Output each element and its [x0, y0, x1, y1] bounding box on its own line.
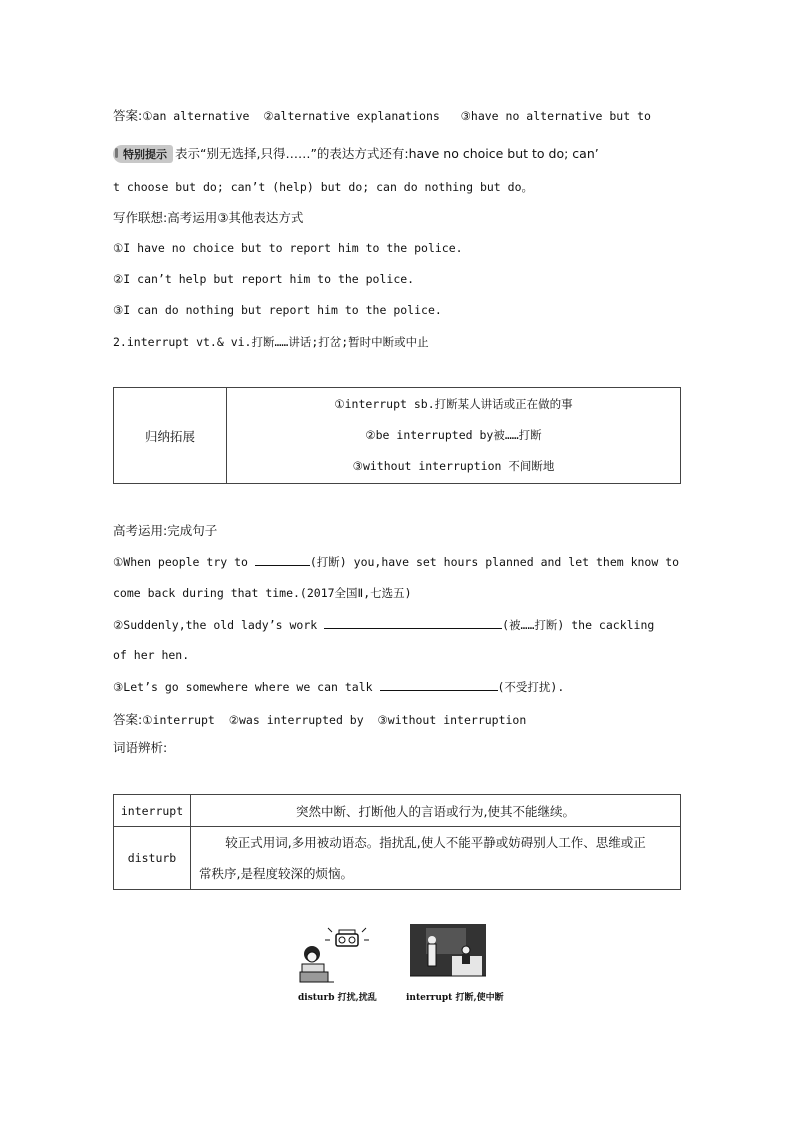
discrim-word: interrupt	[114, 795, 191, 827]
discrim-table	[113, 794, 681, 890]
q3-blank	[380, 679, 498, 691]
caption-interrupt: interrupt 打断,使中断	[406, 993, 504, 1003]
exercise-q2	[113, 617, 654, 633]
answer-item: ①interrupt	[142, 713, 215, 727]
tip-text: 表示“别无选择,只得……”的表达方式还有:have no choice but to do; can’	[175, 146, 599, 161]
discrim-desc	[191, 827, 681, 890]
discrim-word: disturb	[114, 827, 191, 890]
writing-item: ②I can’t help but report him to the police.	[113, 272, 415, 286]
exercise-q3	[113, 679, 564, 695]
q1-blank	[255, 554, 310, 566]
exercise-q2-line2: of her hen.	[113, 648, 190, 662]
discrim-row	[114, 795, 681, 827]
summary-table	[113, 387, 681, 484]
q2-text-post: (被……打断) the cackling	[502, 618, 655, 632]
exercise-heading: 高考运用:完成句子	[113, 523, 218, 538]
answer-item: ①an alternative	[142, 109, 250, 123]
answer-label: 答案:	[113, 712, 143, 727]
answer-item: ②alternative explanations	[263, 109, 440, 123]
answer-label: 答案:	[113, 108, 143, 123]
disturb-illustration	[298, 924, 378, 986]
entry-interrupt: 2.interrupt vt.& vi.打断……讲话;打岔;暂时中断或中止	[113, 335, 429, 349]
q1-text-post: (打断) you,have set hours planned and let them know to	[309, 555, 680, 569]
summary-row: ①interrupt sb.打断某人讲话或正在做的事	[334, 397, 573, 411]
summary-table-label: 归纳拓展	[114, 388, 227, 484]
tip-badge: 特别提示	[113, 145, 173, 163]
answer-line-2	[113, 710, 526, 728]
caption-disturb: disturb 打扰,扰乱	[298, 993, 377, 1003]
answer-item: ③without interruption	[377, 713, 527, 727]
answer-item: ②was interrupted by	[228, 713, 364, 727]
answer-item: ③have no alternative but to	[460, 109, 651, 123]
q2-text: ②Suddenly,the old lady’s work	[113, 618, 318, 632]
interrupt-illustration	[406, 920, 490, 986]
discrim-row	[114, 827, 681, 890]
writing-item: ③I can do nothing but report him to the police.	[113, 303, 442, 317]
summary-table-content	[227, 388, 681, 484]
discrim-desc-line: 较正式用词,多用被动语态。指扰乱,使人不能平静或妨碍别人工作、思维或正	[225, 835, 646, 850]
summary-row: ③without interruption 不间断地	[352, 459, 555, 473]
discrim-desc: 突然中断、打断他人的言语或行为,使其不能继续。	[191, 795, 681, 827]
q2-blank	[324, 617, 502, 629]
writing-item: ①I have no choice but to report him to the police.	[113, 241, 463, 255]
tip-line-2: t choose but do; can’t (help) but do; can do nothing but do。	[113, 180, 533, 194]
exercise-q1-line2: come back during that time.(2017全国Ⅱ,七选五)	[113, 586, 412, 600]
answer-line-1	[113, 106, 651, 124]
discrim-desc-line: 常秩序,是程度较深的烦恼。	[199, 866, 353, 881]
q3-text-post: (不受打扰).	[497, 680, 565, 694]
q1-text: ①When people try to	[113, 555, 248, 569]
discrim-heading: 词语辨析:	[113, 740, 168, 755]
exercise-q1	[113, 554, 679, 570]
tip-line-1	[113, 144, 599, 163]
writing-heading: 写作联想:高考运用③其他表达方式	[113, 210, 304, 225]
summary-row: ②be interrupted by被……打断	[365, 428, 542, 442]
q3-text: ③Let’s go somewhere where we can talk	[113, 680, 373, 694]
